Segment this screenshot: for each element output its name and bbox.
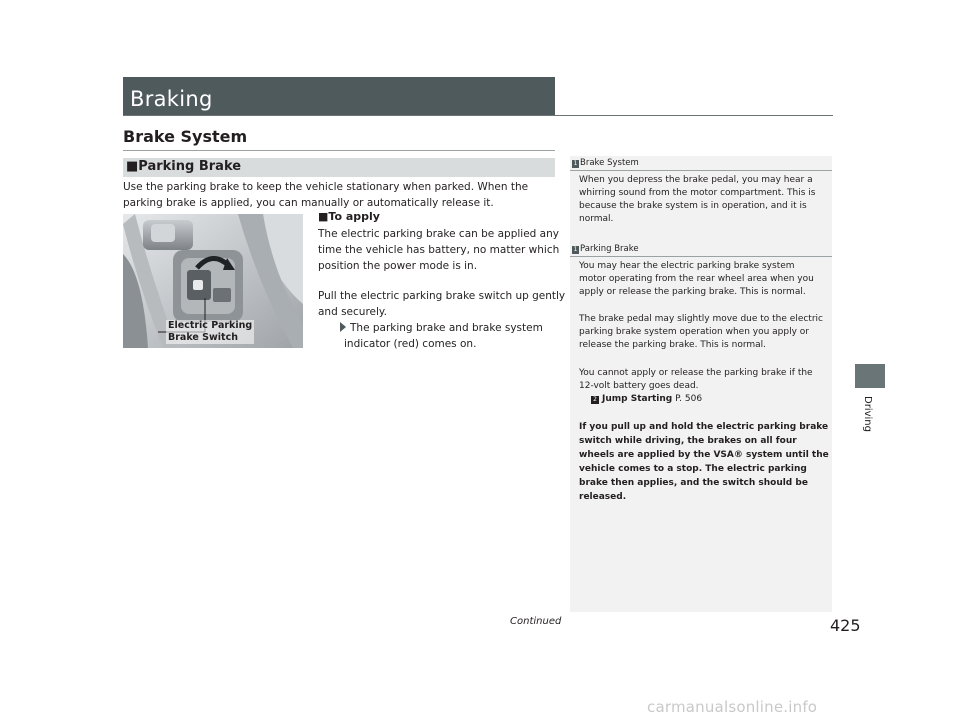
note-line: normal. (579, 214, 614, 224)
note-rule (570, 256, 832, 257)
warning-line: wheels are applied by the VSA® system until the (579, 450, 829, 460)
side-tab-label: Driving (862, 396, 873, 432)
ref-title: Jump Starting (602, 394, 673, 404)
note-title-brake-system (572, 158, 639, 168)
warning-line: vehicle comes to a stop. The electric parking (579, 464, 807, 474)
apply-line: time the vehicle has battery, no matter which (318, 244, 560, 256)
page-heading: Brake System (123, 127, 248, 146)
note-marker-icon: 1 (573, 160, 578, 167)
continued-label: Continued (510, 616, 562, 627)
apply-heading (318, 210, 380, 223)
indicator-line (340, 320, 543, 336)
note-line: When you depress the brake pedal, you may hear a (579, 175, 813, 185)
note-line: The brake pedal may slightly move due to the electric (579, 314, 823, 324)
note-line: motor operating from the rear wheel area when you (579, 274, 814, 284)
section-header-band (123, 77, 555, 115)
section-title: Braking (130, 87, 213, 111)
note-line: release the parking brake. This is normal. (579, 340, 767, 350)
warning-line: switch while driving, the brakes on all four (579, 436, 797, 446)
pull-line: and securely. (318, 306, 387, 318)
header-rule (123, 115, 833, 116)
warning-line: released. (579, 492, 627, 502)
watermark: carmanualsonline.info (647, 698, 818, 716)
page-number: 425 (830, 616, 861, 635)
subsection-title (126, 159, 241, 174)
ref-page: P. 506 (675, 394, 703, 404)
side-tab-marker (855, 364, 885, 388)
note-line: You may hear the electric parking brake system (579, 261, 795, 271)
subsection-bar (123, 158, 555, 177)
intro-line: parking brake is applied, you can manually or automatically release it. (123, 197, 494, 209)
intro-line: Use the parking brake to keep the vehicle stationary when parked. When the (123, 181, 529, 193)
note-line: 12-volt battery goes dead. (579, 381, 699, 391)
note-line: parking brake system operation when you apply or (579, 327, 810, 337)
apply-title: To apply (328, 210, 380, 223)
indicator-line: indicator (red) comes on. (344, 338, 477, 350)
jump-starting-link[interactable] (591, 393, 702, 407)
note-marker-icon: 1 (573, 246, 578, 253)
subsection-label: Parking Brake (138, 159, 242, 174)
subsection-marker: ■ (126, 159, 139, 174)
photo-callout-label (166, 320, 254, 344)
note-line: You cannot apply or release the parking brake if the (579, 368, 813, 378)
callout-line: Electric Parking (168, 320, 253, 331)
apply-marker: ■ (318, 210, 329, 223)
warning-line: If you pull up and hold the electric parking brake (579, 422, 829, 432)
chevron-right-icon (340, 322, 346, 332)
indicator-text: The parking brake and brake system (350, 322, 543, 334)
warning-line: brake then applies, and the switch should be (579, 478, 808, 488)
note-line: whirring sound from the motor compartment. This is (579, 188, 816, 198)
apply-line: The electric parking brake can be applied any (318, 228, 559, 240)
note-title-text: Brake System (580, 158, 639, 168)
note-line: because the brake system is in operation, and it is (579, 201, 807, 211)
note-line: apply or release the parking brake. This is normal. (579, 287, 806, 297)
note-title-text: Parking Brake (580, 244, 639, 254)
note-rule (570, 170, 832, 171)
apply-line: position the power mode is in. (318, 260, 478, 272)
callout-line: Brake Switch (168, 332, 238, 343)
pull-line: Pull the electric parking brake switch up gently (318, 290, 566, 302)
heading-rule (123, 150, 555, 151)
note-title-parking-brake (572, 244, 639, 254)
notes-panel (570, 156, 832, 612)
reference-arrow-icon: 2 (591, 396, 599, 404)
